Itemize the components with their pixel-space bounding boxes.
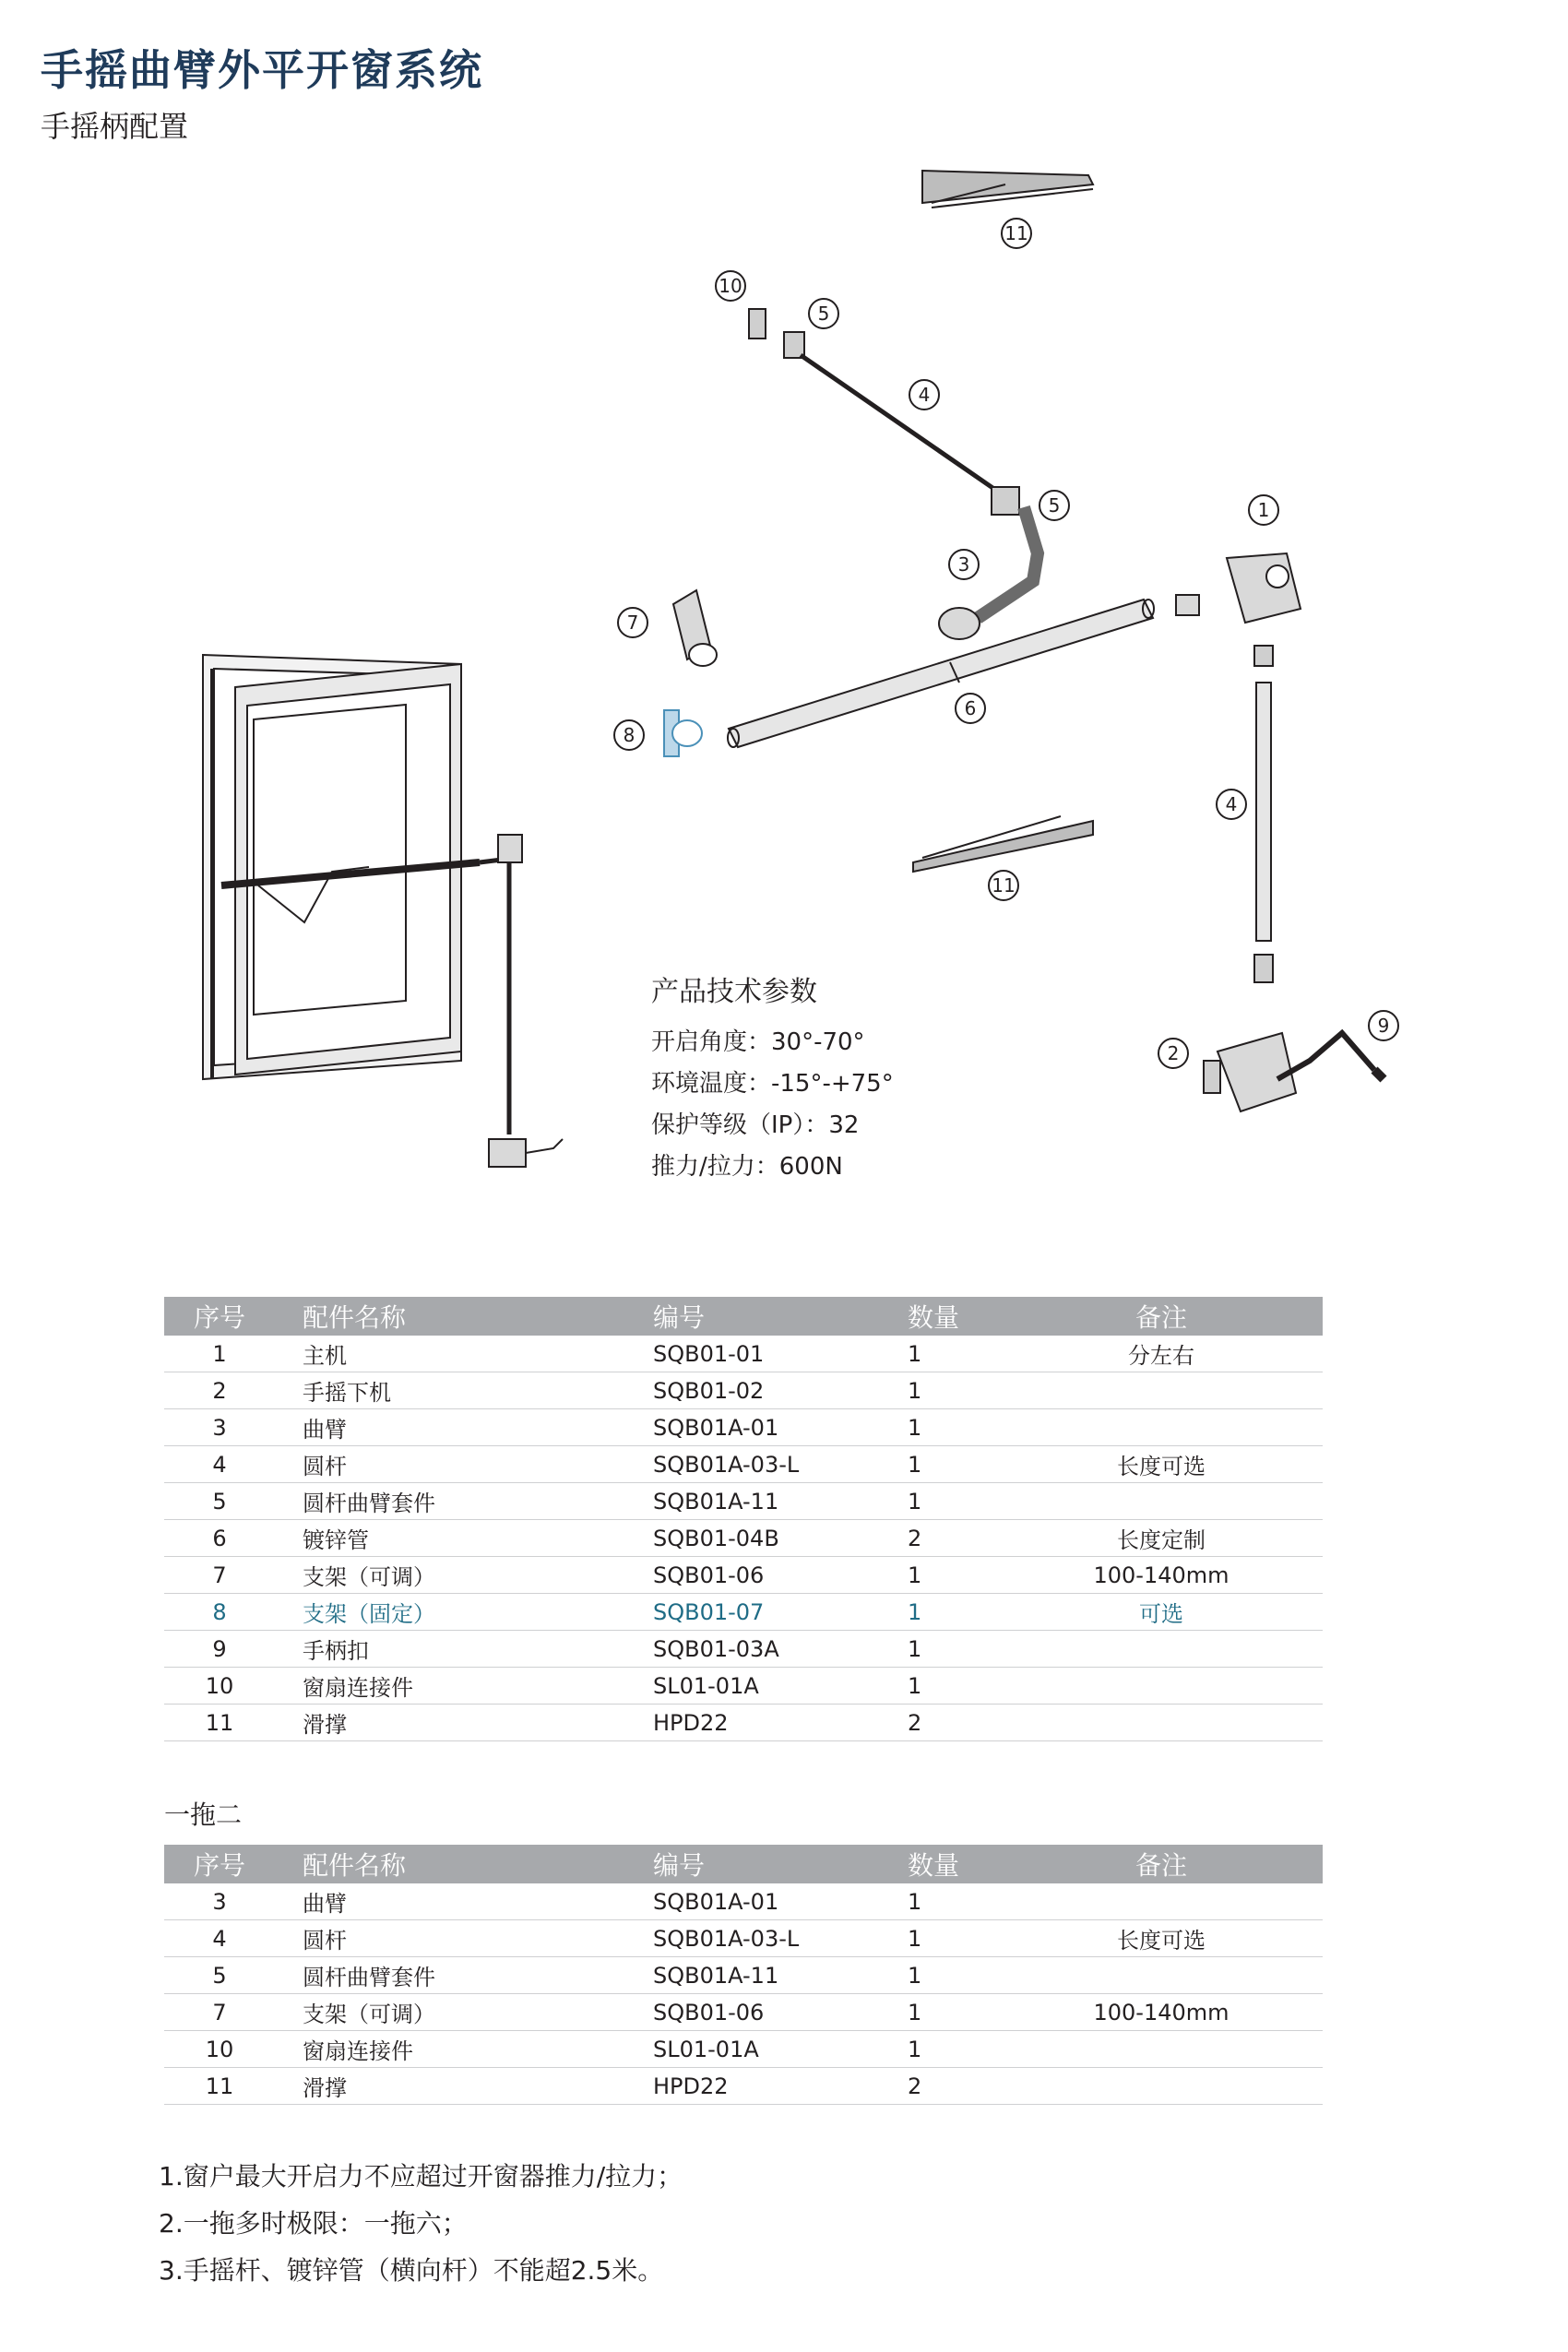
cell-no: 3 — [164, 1409, 275, 1446]
cell-code: SQB01A-01 — [653, 1883, 902, 1920]
table-row — [164, 1920, 1323, 1957]
spec-line: 环境温度：-15°-+75° — [651, 1070, 894, 1098]
cell-note — [1000, 1957, 1323, 1994]
cell-code: SQB01-06 — [653, 1994, 902, 2031]
part-10-illustration — [749, 309, 766, 339]
cell-qty: 1 — [902, 1668, 1000, 1705]
cell-note — [1000, 2068, 1323, 2105]
table-row — [164, 1957, 1323, 1994]
svg-text:7: 7 — [626, 612, 639, 634]
svg-text:9: 9 — [1377, 1015, 1390, 1037]
cell-code: SQB01-03A — [653, 1631, 902, 1668]
callout-3 — [949, 550, 979, 579]
cell-qty: 1 — [902, 1631, 1000, 1668]
sub-section-heading: 一拖二 — [164, 1800, 243, 1830]
header-name: 配件名称 — [275, 1297, 653, 1336]
cell-note — [1000, 1705, 1323, 1741]
table-row — [164, 1372, 1323, 1409]
svg-text:5: 5 — [817, 303, 830, 325]
cell-note — [1000, 1668, 1323, 1705]
svg-text:10: 10 — [719, 275, 742, 297]
table-row — [164, 2068, 1323, 2105]
cell-qty: 1 — [902, 1957, 1000, 1994]
note-line: 1.窗户最大开启力不应超过开窗器推力/拉力； — [159, 2161, 683, 2192]
svg-text:2: 2 — [1167, 1042, 1180, 1064]
cell-code: HPD22 — [653, 2068, 902, 2105]
cell-name: 镀锌管 — [275, 1520, 653, 1557]
callout-10 — [716, 271, 745, 301]
cell-note: 长度可选 — [1000, 1446, 1323, 1483]
cell-qty: 1 — [902, 1883, 1000, 1920]
cell-qty: 1 — [902, 1994, 1000, 2031]
callout-6 — [956, 694, 985, 723]
cell-qty: 1 — [902, 1557, 1000, 1594]
cell-code: SQB01-01 — [653, 1336, 902, 1372]
cell-code: SQB01A-11 — [653, 1483, 902, 1520]
svg-text:8: 8 — [623, 724, 636, 746]
cell-name: 曲臂 — [275, 1883, 653, 1920]
cell-qty: 2 — [902, 1705, 1000, 1741]
callout-4-diagonal — [909, 380, 939, 410]
cell-qty: 1 — [902, 1446, 1000, 1483]
cell-note — [1000, 1483, 1323, 1520]
svg-text:3: 3 — [957, 553, 970, 576]
cell-qty: 1 — [902, 2031, 1000, 2068]
cell-no: 1 — [164, 1336, 275, 1372]
cell-note — [1000, 1372, 1323, 1409]
callout-2 — [1158, 1039, 1188, 1068]
svg-text:11: 11 — [1004, 222, 1028, 244]
cell-qty: 2 — [902, 2068, 1000, 2105]
cell-note: 长度可选 — [1000, 1920, 1323, 1957]
svg-text:11: 11 — [992, 874, 1016, 897]
callout-9 — [1369, 1011, 1398, 1040]
part-2-9-illustration — [1204, 1033, 1384, 1111]
table-row — [164, 1631, 1323, 1668]
table-row — [164, 1520, 1323, 1557]
cell-no: 4 — [164, 1446, 275, 1483]
cell-name: 圆杆 — [275, 1446, 653, 1483]
header-name: 配件名称 — [275, 1845, 653, 1883]
header-qty: 数量 — [902, 1297, 1000, 1336]
cell-no: 5 — [164, 1483, 275, 1520]
callout-7 — [618, 608, 647, 637]
cell-no: 11 — [164, 1705, 275, 1741]
table-row — [164, 1409, 1323, 1446]
cell-code: SQB01A-03-L — [653, 1446, 902, 1483]
table-row — [164, 1483, 1323, 1520]
cell-name: 圆杆 — [275, 1920, 653, 1957]
notes-block — [159, 2153, 683, 2294]
header-note: 备注 — [1000, 1845, 1323, 1883]
cell-no: 7 — [164, 1994, 275, 2031]
page-subtitle: 手摇柄配置 — [41, 109, 189, 144]
cell-code: SL01-01A — [653, 1668, 902, 1705]
svg-text:5: 5 — [1048, 494, 1061, 517]
cell-note — [1000, 2031, 1323, 2068]
cell-code: SQB01-07 — [653, 1594, 902, 1631]
table-header-row — [164, 1845, 1323, 1883]
cell-name: 滑撑 — [275, 2068, 653, 2105]
cell-qty: 2 — [902, 1520, 1000, 1557]
table-row — [164, 1883, 1323, 1920]
spec-line: 推力/拉力：600N — [651, 1153, 843, 1181]
cell-note: 分左右 — [1000, 1336, 1323, 1372]
part-1-illustration — [1176, 553, 1301, 666]
cell-no: 11 — [164, 2068, 275, 2105]
cell-qty: 1 — [902, 1372, 1000, 1409]
part-4-vertical-illustration — [1254, 683, 1273, 982]
cell-qty: 1 — [902, 1336, 1000, 1372]
cell-no: 9 — [164, 1631, 275, 1668]
header-code: 编号 — [653, 1845, 902, 1883]
cell-qty: 1 — [902, 1483, 1000, 1520]
header-no: 序号 — [164, 1297, 275, 1336]
cell-code: SQB01A-03-L — [653, 1920, 902, 1957]
page-title: 手摇曲臂外平开窗系统 — [41, 45, 483, 95]
cell-qty: 1 — [902, 1409, 1000, 1446]
callout-8 — [614, 720, 644, 750]
table-row — [164, 1994, 1323, 2031]
cell-code: SQB01A-11 — [653, 1957, 902, 1994]
cell-no: 7 — [164, 1557, 275, 1594]
cell-name: 窗扇连接件 — [275, 2031, 653, 2068]
parts-table — [164, 1297, 1323, 1741]
cell-name: 曲臂 — [275, 1409, 653, 1446]
cell-name: 滑撑 — [275, 1705, 653, 1741]
header-code: 编号 — [653, 1297, 902, 1336]
cell-code: HPD22 — [653, 1705, 902, 1741]
callout-1 — [1249, 495, 1278, 525]
cell-name: 主机 — [275, 1336, 653, 1372]
cell-note: 100-140mm — [1000, 1994, 1323, 2031]
cell-note: 100-140mm — [1000, 1557, 1323, 1594]
cell-qty: 1 — [902, 1920, 1000, 1957]
callout-4-vertical — [1217, 790, 1246, 819]
cell-note — [1000, 1409, 1323, 1446]
cell-name: 支架（可调） — [275, 1557, 653, 1594]
cell-no: 3 — [164, 1883, 275, 1920]
table-row — [164, 1705, 1323, 1741]
table-header-row — [164, 1297, 1323, 1336]
svg-text:6: 6 — [964, 697, 977, 719]
table-row — [164, 1668, 1323, 1705]
callout-11-lower — [989, 871, 1018, 900]
header-qty: 数量 — [902, 1845, 1000, 1883]
svg-text:4: 4 — [918, 384, 931, 406]
spec-block — [651, 968, 894, 1188]
cell-code: SQB01A-01 — [653, 1409, 902, 1446]
cell-no: 4 — [164, 1920, 275, 1957]
cell-name: 手摇下机 — [275, 1372, 653, 1409]
cell-no: 6 — [164, 1520, 275, 1557]
svg-text:1: 1 — [1257, 499, 1270, 521]
cell-no: 8 — [164, 1594, 275, 1631]
note-line: 3.手摇杆、镀锌管（横向杆）不能超2.5米。 — [159, 2255, 664, 2286]
spec-line: 开启角度：30°-70° — [651, 1028, 865, 1056]
cell-note — [1000, 1631, 1323, 1668]
note-line: 2.一拖多时极限：一拖六； — [159, 2208, 468, 2239]
part-8-illustration — [664, 710, 702, 756]
part-4-5-rod-illustration — [784, 332, 1019, 515]
callout-5-top — [809, 299, 838, 328]
window-illustration — [203, 655, 563, 1167]
cell-note — [1000, 1883, 1323, 1920]
cell-no: 5 — [164, 1957, 275, 1994]
cell-name: 支架（可调） — [275, 1994, 653, 2031]
cell-name: 支架（固定） — [275, 1594, 653, 1631]
cell-name: 窗扇连接件 — [275, 1668, 653, 1705]
cell-note: 长度定制 — [1000, 1520, 1323, 1557]
table-row — [164, 2031, 1323, 2068]
table-row — [164, 1446, 1323, 1483]
callout-11-top — [1002, 219, 1031, 248]
table-row — [164, 1594, 1323, 1631]
table-row — [164, 1336, 1323, 1372]
part-11-top-illustration — [922, 171, 1093, 208]
cell-name: 圆杆曲臂套件 — [275, 1483, 653, 1520]
header-no: 序号 — [164, 1845, 275, 1883]
cell-no: 10 — [164, 2031, 275, 2068]
cell-name: 手柄扣 — [275, 1631, 653, 1668]
cell-code: SQB01-06 — [653, 1557, 902, 1594]
callout-5-arm — [1039, 491, 1069, 520]
spec-title: 产品技术参数 — [651, 976, 817, 1008]
cell-code: SQB01-04B — [653, 1520, 902, 1557]
cell-no: 10 — [164, 1668, 275, 1705]
sub-parts-table — [164, 1845, 1323, 2105]
svg-text:4: 4 — [1225, 793, 1238, 815]
cell-no: 2 — [164, 1372, 275, 1409]
part-7-illustration — [673, 590, 717, 666]
cell-qty: 1 — [902, 1594, 1000, 1631]
table-row — [164, 1557, 1323, 1594]
cell-name: 圆杆曲臂套件 — [275, 1957, 653, 1994]
part-11-lower-illustration — [913, 816, 1093, 872]
cell-note: 可选 — [1000, 1594, 1323, 1631]
cell-code: SL01-01A — [653, 2031, 902, 2068]
header-note: 备注 — [1000, 1297, 1323, 1336]
cell-code: SQB01-02 — [653, 1372, 902, 1409]
spec-line: 保护等级（IP）：32 — [651, 1111, 860, 1139]
